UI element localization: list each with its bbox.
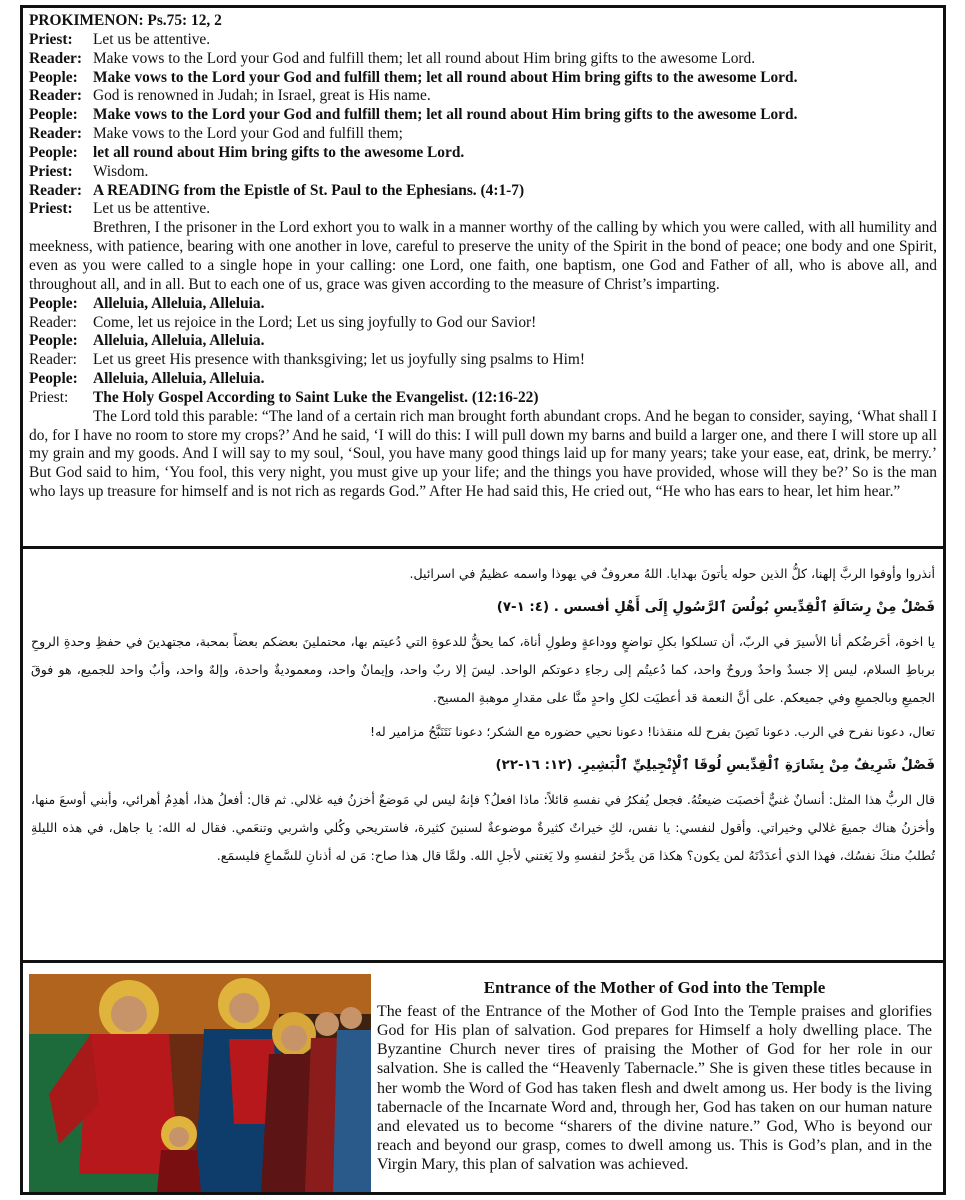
dialogue-text: Let us be attentive. [93, 30, 211, 48]
dialogue-text: A READING from the Epistle of St. Paul to the Ephesians. (4:1-7) [93, 181, 525, 199]
dialogue-line [29, 125, 937, 144]
speaker-label: People: [29, 370, 78, 388]
dialogue-line [29, 314, 937, 333]
liturgy-dialogue [29, 31, 937, 219]
feast-body: The feast of the Entrance of the Mother of God Into the Temple praises and glorifies God for His plan of salvation. God prepares for Himself a holy dwelling place. The Byzantine Church never tires of praising the Mother of God for her role in our salvation. She is called the “Heavenly Tabernacle.” She is given these titles because in her womb the Word of God has taken flesh and dwelt among us. Her body is the living tabernacle of the Incarnate Word and, through her, God has taken on our human nature and elevated us to become “sharers of the divine nature.” God, Who is beyond our reach and beyond our grasp, comes to dwell among us. This is God’s plan, and in the Virgin Mary, this plan of salvation was achieved. [377, 1003, 932, 1174]
dialogue-text: Make vows to the Lord your God and fulfill them; let all round about Him bring gifts to the awesome Lord. [93, 68, 798, 86]
dialogue-line [29, 200, 937, 219]
speaker-label: Priest: [29, 30, 73, 48]
speaker-label: Reader: [29, 125, 82, 143]
epistle-text: Brethren, I the prisoner in the Lord exhort you to walk in a manner worthy of the calling by which you were called, with all humility and meekness, with patience, bearing with one another in love, careful to preserve the unity of the Spirit in the bond of peace; one body and one Spirit, even as you were called to a single hope in your calling: one Lord, one faith, one baptism, one God and Father of all, who is above all, and throughout all, and in all. But to each one of us, grace was given according to the measure of Christ’s imparting. [29, 219, 937, 293]
dialogue-line [29, 389, 937, 408]
dialogue-text: let all round about Him bring gifts to the awesome Lord. [93, 143, 465, 161]
speaker-label: Priest: [29, 162, 73, 180]
speaker-label: Priest: [29, 388, 69, 406]
dialogue-line [29, 370, 937, 389]
dialogue-text: Come, let us rejoice in the Lord; Let us sing joyfully to God our Savior! [93, 313, 537, 331]
arabic-prokimenon: أنذروا وأوفوا الربَّ إلهنا، كلُّ الذين حوله يأتونَ بهدايا. اللهُ معروفٌ في يهوذا واسمه عظيمٌ في اسرائيل. [409, 566, 935, 581]
dialogue-text: Wisdom. [93, 162, 149, 180]
feast-title: Entrance of the Mother of God into the Temple [483, 978, 826, 997]
arabic-epistle: يا اخوة، أحَرضُكم أنا الأسيرَ في الربّ، أن تسلكوا بكلِ تواضعٍ ووداعةٍ وطولِ أناة، كما يحقُّ للدعوةِ التي دُعيتم بها، محتملينَ بعضكم بعضاً بمحبة، مجتهدينَ في حفظِ وحدةِ الروحِ برباطِ السلام، ليس إلا جسدٌ واحدٌ وروحٌ واحد، كما دُعيتُم إلى رجاءِ دعوتكم الواحد. ليسَ إلا ربٌ واحد، وإيمانٌ واحد، ومعموديةٌ واحدة، وإلهٌ واحد، وأبٌ واحد للجميع، هو فوقَ الجميعِ وبالجميعِ وفي جميعكم. على أنَّ النعمة قد أعطيَت لكلِ واحدٍ منَّا على مقدارِ موهبةِ المسيح. [31, 634, 935, 705]
english-liturgy-section [23, 8, 943, 546]
arabic-gospel-title: فَصْلٌ شَرِيفٌ مِنْ بِشَارَةِ ٱلْقِدِّيسِ لُوقَا ٱلْإِنْجِيلِيِّ ٱلْبَشِيرِ. (١٢: ١٦-٢٢) [495, 758, 935, 773]
dialogue-line [29, 163, 937, 182]
feast-section [23, 964, 943, 1195]
arabic-alleluia: تعال، دعونا نفرح في الرب. دعونا نَصِنَ بفرح لله منقذنا! دعونا نحيي حضوره مع الشكر؛ دعونا نَتَنَبَّحُ مزامير له! [370, 724, 935, 739]
liturgy-dialogue-2 [29, 295, 937, 408]
dialogue-line [29, 87, 937, 106]
gospel-text: The Lord told this parable: “The land of a certain rich man brought forth abundant crops. And he began to consider, saying, ‘What shall I do, for I have no room to store my crops?’ And he said, ‘I will do this: I will pull down my barns and build a larger one, and there I will store up all my grain and my goods. And I will say to my soul, ‘Soul, you have many good things laid up for many years; take your ease, eat, drink, be merry.’ But God said to him, ‘You fool, this very night, you must give up your life; and the things you have provided, whose will they be?’ So is the man who lays up treasure for himself and is not rich as regards God.” After He had said this, He cried out, “He who has ears to hear, let him hear.” [29, 407, 937, 501]
feast-icon-image [29, 974, 371, 1192]
dialogue-text: God is renowned in Judah; in Israel, great is His name. [93, 87, 431, 105]
dialogue-text: Let us be attentive. [93, 200, 211, 218]
dialogue-text: Make vows to the Lord your God and fulfill them; let all round about Him bring gifts to the awesome Lord. [93, 106, 798, 124]
arabic-gospel: قال الربُّ هذا المثل: أنسانٌ غنيٌّ أخصبَت ضيعتُهُ. فجعل يُفكرُ في نفسهِ قائلاً: ماذا افعلُ؟ فإنهُ ليس لي مَوضعٌ أخزنُ فيه غلالي. ثم قال: أفعلُ هذا، أهدِمُ أهرائي، وأبني أوسعَ منها، وأخزنُ هناك جميعَ غلالي وخيراتي. وأقول لنفسي: يا نفس، لكِ خيراتٌ كثيرةٌ موضوعةٌ لسنينَ كثيرة، فاستريحي وكُلي واشربي وتنعَمي. فقال له الله: يا جاهل، في هذه الليلةِ تُطلبُ منكَ نفسُك، فهذا الذي أعدَدْتَهُ لمن يكون؟ هكذا مَن يدَّخرُ لنفسهِ ولا يَغتني لأجلِ الله. ولمَّا قال هذا صاح: مَن له أذنانِ للسَّماعِ فليسمَع. [31, 792, 935, 863]
dialogue-text: Make vows to the Lord your God and fulfill them; [93, 125, 403, 143]
dialogue-line [29, 295, 937, 314]
speaker-label: Reader: [29, 351, 77, 369]
speaker-label: People: [29, 106, 78, 124]
speaker-label: People: [29, 332, 78, 350]
speaker-label: People: [29, 68, 78, 86]
dialogue-line [29, 144, 937, 163]
dialogue-text: The Holy Gospel According to Saint Luke the Evangelist. (12:16-22) [93, 388, 539, 406]
dialogue-text: Alleluia, Alleluia, Alleluia. [93, 332, 265, 350]
speaker-label: Reader: [29, 87, 82, 105]
section-divider [23, 546, 943, 549]
dialogue-line [29, 50, 937, 69]
arabic-epistle-title: فَصْلٌ مِنْ رِسَالَةِ ٱلْقِدِّيسِ بُولُسَ ٱلرَّسُولِ إِلَى أَهْلِ أفسس . (٤: ١-٧) [496, 600, 935, 615]
dialogue-line [29, 332, 937, 351]
speaker-label: Reader: [29, 49, 82, 67]
arabic-section [23, 550, 943, 960]
speaker-label: Reader: [29, 313, 77, 331]
dialogue-text: Alleluia, Alleluia, Alleluia. [93, 294, 265, 312]
bulletin-frame [20, 5, 946, 1195]
speaker-label: Reader: [29, 181, 82, 199]
feast-article [377, 978, 932, 1174]
speaker-label: Priest: [29, 200, 73, 218]
speaker-label: People: [29, 143, 78, 161]
dialogue-text: Let us greet His presence with thanksgiving; let us joyfully sing psalms to Him! [93, 351, 586, 369]
dialogue-line [29, 106, 937, 125]
dialogue-line [29, 69, 937, 88]
speaker-label: People: [29, 294, 78, 312]
dialogue-line [29, 182, 937, 201]
dialogue-text: Make vows to the Lord your God and fulfill them; let all round about Him bring gifts to the awesome Lord. [93, 49, 756, 67]
dialogue-line [29, 31, 937, 50]
dialogue-line [29, 351, 937, 370]
prokimenon-heading: PROKIMENON: Ps.75: 12, 2 [29, 12, 222, 29]
dialogue-text: Alleluia, Alleluia, Alleluia. [93, 370, 265, 388]
section-divider-2 [23, 960, 943, 963]
